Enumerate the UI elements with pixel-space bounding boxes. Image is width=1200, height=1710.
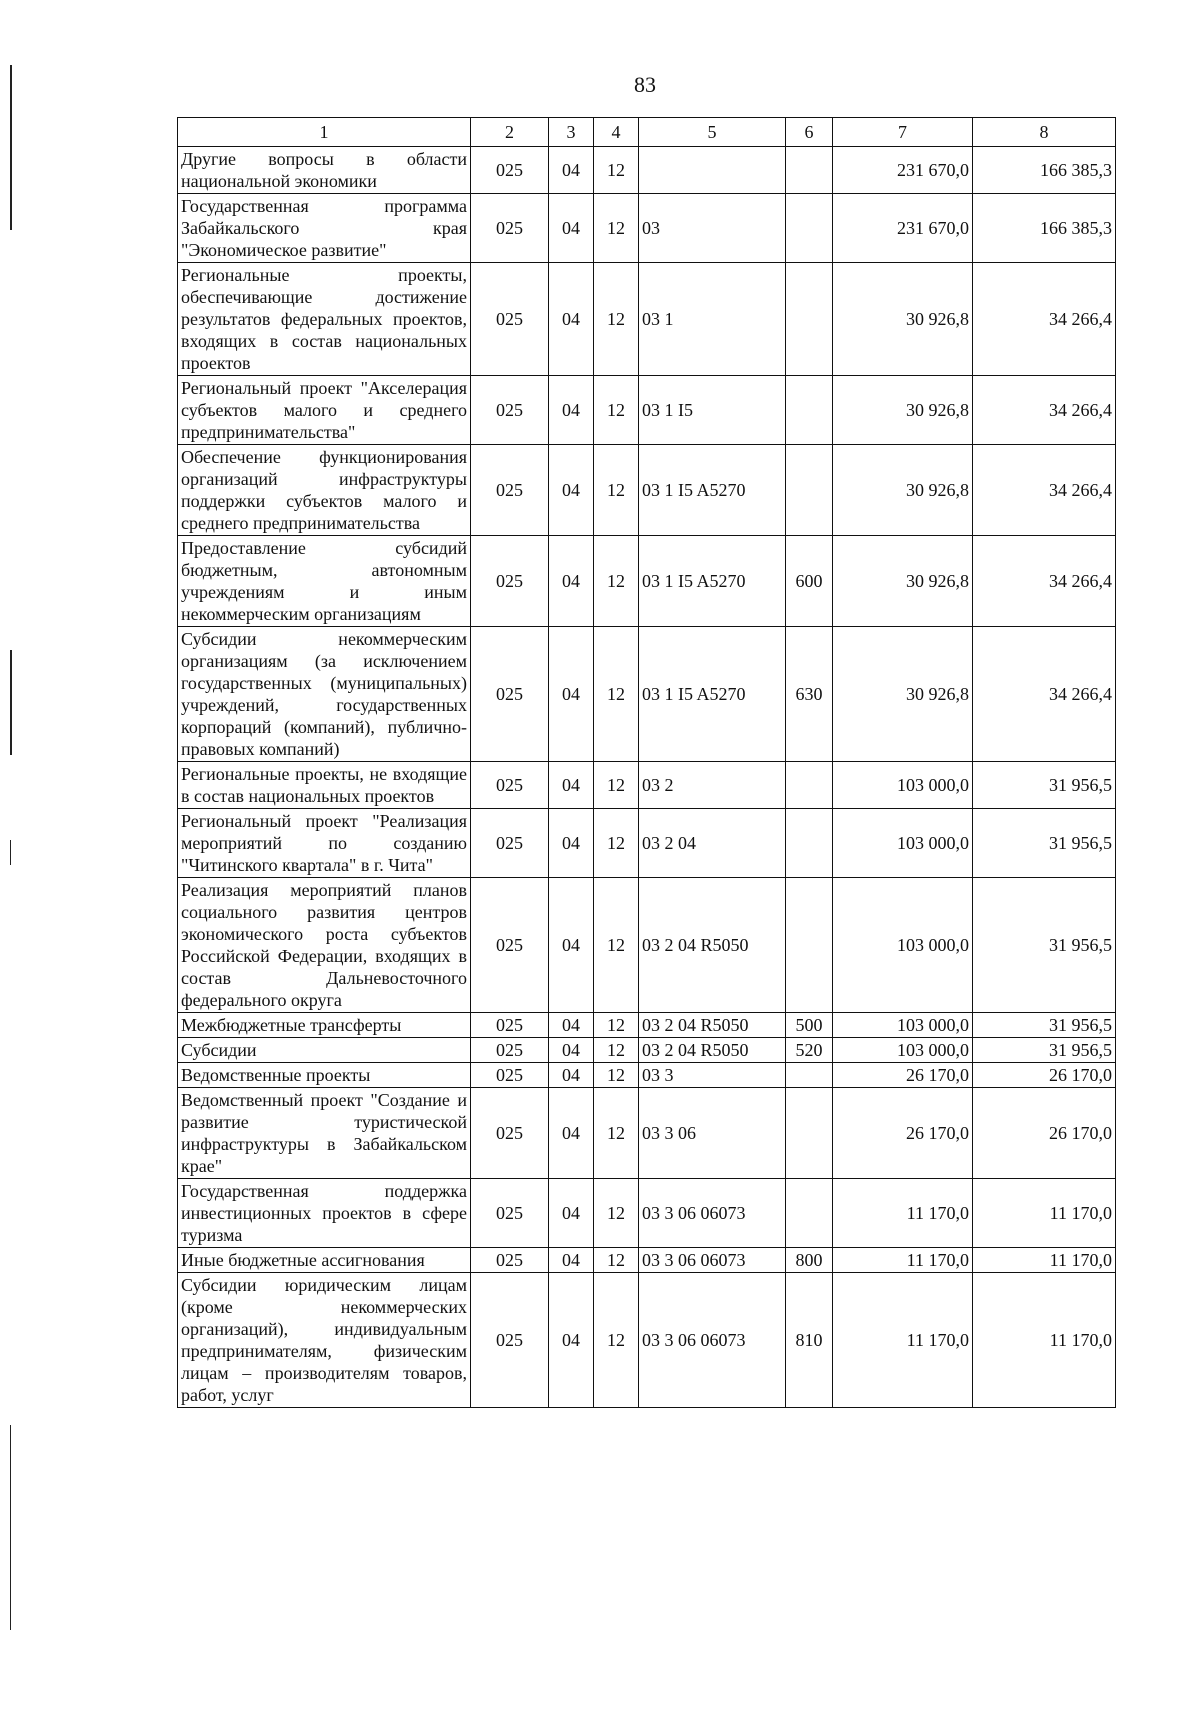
table-row (178, 762, 1116, 809)
table-row (178, 194, 1116, 263)
admin-code-cell: 025 (471, 376, 549, 445)
target-article-cell: 03 2 04 R5050 (639, 878, 786, 1013)
subsection-cell: 12 (594, 147, 639, 194)
section-cell: 04 (549, 194, 594, 263)
row-name-cell: Субсидии (178, 1038, 471, 1063)
section-cell: 04 (549, 1179, 594, 1248)
expense-type-cell (786, 194, 833, 263)
section-cell: 04 (549, 809, 594, 878)
row-name-cell: Ведомственный проект "Создание и развитие туристической инфраструктуры в Забайкальском крае" (178, 1088, 471, 1179)
table-row (178, 147, 1116, 194)
subsection-cell: 12 (594, 1248, 639, 1273)
column-header: 5 (639, 118, 786, 147)
amount-year1-cell: 30 926,8 (833, 263, 973, 376)
subsection-cell: 12 (594, 263, 639, 376)
section-cell: 04 (549, 536, 594, 627)
target-article-cell: 03 3 06 06073 (639, 1248, 786, 1273)
amount-year1-cell: 30 926,8 (833, 536, 973, 627)
row-name-cell: Межбюджетные трансферты (178, 1013, 471, 1038)
amount-year2-cell: 31 956,5 (973, 762, 1116, 809)
section-cell: 04 (549, 762, 594, 809)
table-row (178, 627, 1116, 762)
row-name-cell: Региональные проекты, обеспечивающие достижение результатов федеральных проектов, входящих в состав национальных проектов (178, 263, 471, 376)
table-row (178, 1273, 1116, 1408)
admin-code-cell: 025 (471, 263, 549, 376)
amount-year2-cell: 166 385,3 (973, 194, 1116, 263)
table-row (178, 1038, 1116, 1063)
subsection-cell: 12 (594, 809, 639, 878)
amount-year1-cell: 103 000,0 (833, 1038, 973, 1063)
amount-year2-cell: 31 956,5 (973, 809, 1116, 878)
row-name-cell: Реализация мероприятий планов социального развития центров экономического роста субъектов Российской Федерации, входящих в состав Дальневосточного федерального округа (178, 878, 471, 1013)
table-row (178, 1013, 1116, 1038)
amount-year2-cell: 34 266,4 (973, 627, 1116, 762)
amount-year1-cell: 30 926,8 (833, 376, 973, 445)
column-header: 8 (973, 118, 1116, 147)
amount-year1-cell: 103 000,0 (833, 878, 973, 1013)
expense-type-cell (786, 1063, 833, 1088)
section-cell: 04 (549, 1088, 594, 1179)
table-row (178, 878, 1116, 1013)
expense-type-cell (786, 263, 833, 376)
expense-type-cell (786, 809, 833, 878)
admin-code-cell: 025 (471, 878, 549, 1013)
amount-year1-cell: 231 670,0 (833, 194, 973, 263)
row-name-cell: Государственная программа Забайкальского края "Экономическое развитие" (178, 194, 471, 263)
row-name-cell: Региональный проект "Реализация мероприятий по созданию "Читинского квартала" в г. Чита" (178, 809, 471, 878)
page-number: 83 (634, 72, 656, 97)
admin-code-cell: 025 (471, 627, 549, 762)
amount-year2-cell: 34 266,4 (973, 536, 1116, 627)
admin-code-cell: 025 (471, 1013, 549, 1038)
amount-year2-cell: 31 956,5 (973, 1013, 1116, 1038)
subsection-cell: 12 (594, 762, 639, 809)
subsection-cell: 12 (594, 1179, 639, 1248)
table-row (178, 1063, 1116, 1088)
target-article-cell (639, 147, 786, 194)
amount-year2-cell: 11 170,0 (973, 1248, 1116, 1273)
subsection-cell: 12 (594, 1038, 639, 1063)
table-row (178, 1179, 1116, 1248)
row-name-cell: Иные бюджетные ассигнования (178, 1248, 471, 1273)
target-article-cell: 03 2 04 R5050 (639, 1013, 786, 1038)
target-article-cell: 03 2 04 (639, 809, 786, 878)
row-name-cell: Субсидии некоммерческим организациям (за исключением государственных (муниципальных) учреждений, государственных корпораций (компаний), публично-правовых компаний) (178, 627, 471, 762)
admin-code-cell: 025 (471, 809, 549, 878)
amount-year2-cell: 31 956,5 (973, 878, 1116, 1013)
subsection-cell: 12 (594, 445, 639, 536)
row-name-cell: Государственная поддержка инвестиционных проектов в сфере туризма (178, 1179, 471, 1248)
scan-margin-line (10, 1425, 11, 1630)
target-article-cell: 03 1 (639, 263, 786, 376)
expense-type-cell: 600 (786, 536, 833, 627)
target-article-cell: 03 1 I5 A5270 (639, 536, 786, 627)
subsection-cell: 12 (594, 194, 639, 263)
amount-year2-cell: 11 170,0 (973, 1273, 1116, 1408)
table-row (178, 445, 1116, 536)
amount-year1-cell: 103 000,0 (833, 762, 973, 809)
expense-type-cell (786, 147, 833, 194)
admin-code-cell: 025 (471, 194, 549, 263)
admin-code-cell: 025 (471, 1273, 549, 1408)
subsection-cell: 12 (594, 1088, 639, 1179)
table-row (178, 1088, 1116, 1179)
table-row (178, 263, 1116, 376)
amount-year2-cell: 11 170,0 (973, 1179, 1116, 1248)
expense-type-cell: 500 (786, 1013, 833, 1038)
subsection-cell: 12 (594, 1063, 639, 1088)
amount-year1-cell: 11 170,0 (833, 1273, 973, 1408)
amount-year2-cell: 34 266,4 (973, 376, 1116, 445)
amount-year1-cell: 231 670,0 (833, 147, 973, 194)
amount-year2-cell: 166 385,3 (973, 147, 1116, 194)
amount-year1-cell: 103 000,0 (833, 1013, 973, 1038)
amount-year1-cell: 30 926,8 (833, 445, 973, 536)
table-row (178, 1248, 1116, 1273)
subsection-cell: 12 (594, 1013, 639, 1038)
subsection-cell: 12 (594, 376, 639, 445)
target-article-cell: 03 3 06 06073 (639, 1273, 786, 1408)
admin-code-cell: 025 (471, 1179, 549, 1248)
admin-code-cell: 025 (471, 147, 549, 194)
target-article-cell: 03 3 (639, 1063, 786, 1088)
section-cell: 04 (549, 878, 594, 1013)
admin-code-cell: 025 (471, 1088, 549, 1179)
target-article-cell: 03 2 (639, 762, 786, 809)
section-cell: 04 (549, 1248, 594, 1273)
row-name-cell: Субсидии юридическим лицам (кроме некоммерческих организаций), индивидуальным предпринимателям, физическим лицам – производителям товаров, работ, услуг (178, 1273, 471, 1408)
row-name-cell: Обеспечение функционирования организаций инфраструктуры поддержки субъектов малого и среднего предпринимательства (178, 445, 471, 536)
table-row (178, 376, 1116, 445)
table-row (178, 536, 1116, 627)
amount-year2-cell: 34 266,4 (973, 263, 1116, 376)
section-cell: 04 (549, 376, 594, 445)
table-row (178, 809, 1116, 878)
expense-type-cell (786, 1088, 833, 1179)
amount-year1-cell: 11 170,0 (833, 1248, 973, 1273)
section-cell: 04 (549, 147, 594, 194)
row-name-cell: Другие вопросы в области национальной экономики (178, 147, 471, 194)
expense-type-cell: 630 (786, 627, 833, 762)
admin-code-cell: 025 (471, 1038, 549, 1063)
expense-type-cell: 520 (786, 1038, 833, 1063)
amount-year2-cell: 26 170,0 (973, 1088, 1116, 1179)
scan-margin-line (10, 650, 12, 755)
admin-code-cell: 025 (471, 1248, 549, 1273)
amount-year1-cell: 30 926,8 (833, 627, 973, 762)
section-cell: 04 (549, 1273, 594, 1408)
amount-year1-cell: 11 170,0 (833, 1179, 973, 1248)
admin-code-cell: 025 (471, 762, 549, 809)
subsection-cell: 12 (594, 878, 639, 1013)
target-article-cell: 03 1 I5 A5270 (639, 627, 786, 762)
expense-type-cell (786, 376, 833, 445)
admin-code-cell: 025 (471, 1063, 549, 1088)
section-cell: 04 (549, 1013, 594, 1038)
amount-year1-cell: 103 000,0 (833, 809, 973, 878)
expense-type-cell (786, 762, 833, 809)
column-header: 3 (549, 118, 594, 147)
target-article-cell: 03 1 I5 A5270 (639, 445, 786, 536)
row-name-cell: Региональный проект "Акселерация субъектов малого и среднего предпринимательства" (178, 376, 471, 445)
row-name-cell: Региональные проекты, не входящие в состав национальных проектов (178, 762, 471, 809)
target-article-cell: 03 2 04 R5050 (639, 1038, 786, 1063)
scan-margin-line (10, 840, 11, 865)
target-article-cell: 03 (639, 194, 786, 263)
column-header: 7 (833, 118, 973, 147)
amount-year2-cell: 31 956,5 (973, 1038, 1116, 1063)
subsection-cell: 12 (594, 627, 639, 762)
section-cell: 04 (549, 1063, 594, 1088)
row-name-cell: Ведомственные проекты (178, 1063, 471, 1088)
amount-year1-cell: 26 170,0 (833, 1063, 973, 1088)
target-article-cell: 03 1 I5 (639, 376, 786, 445)
amount-year1-cell: 26 170,0 (833, 1088, 973, 1179)
header-row (178, 118, 1116, 147)
expense-type-cell: 810 (786, 1273, 833, 1408)
expense-type-cell (786, 878, 833, 1013)
amount-year2-cell: 26 170,0 (973, 1063, 1116, 1088)
section-cell: 04 (549, 445, 594, 536)
amount-year2-cell: 34 266,4 (973, 445, 1116, 536)
subsection-cell: 12 (594, 1273, 639, 1408)
column-header: 2 (471, 118, 549, 147)
subsection-cell: 12 (594, 536, 639, 627)
section-cell: 04 (549, 627, 594, 762)
admin-code-cell: 025 (471, 536, 549, 627)
row-name-cell: Предоставление субсидий бюджетным, автономным учреждениям и иным некоммерческим организациям (178, 536, 471, 627)
section-cell: 04 (549, 263, 594, 376)
admin-code-cell: 025 (471, 445, 549, 536)
expense-type-cell: 800 (786, 1248, 833, 1273)
budget-table (177, 117, 1116, 1408)
column-header: 6 (786, 118, 833, 147)
column-header: 1 (178, 118, 471, 147)
target-article-cell: 03 3 06 06073 (639, 1179, 786, 1248)
column-header: 4 (594, 118, 639, 147)
target-article-cell: 03 3 06 (639, 1088, 786, 1179)
section-cell: 04 (549, 1038, 594, 1063)
expense-type-cell (786, 445, 833, 536)
expense-type-cell (786, 1179, 833, 1248)
